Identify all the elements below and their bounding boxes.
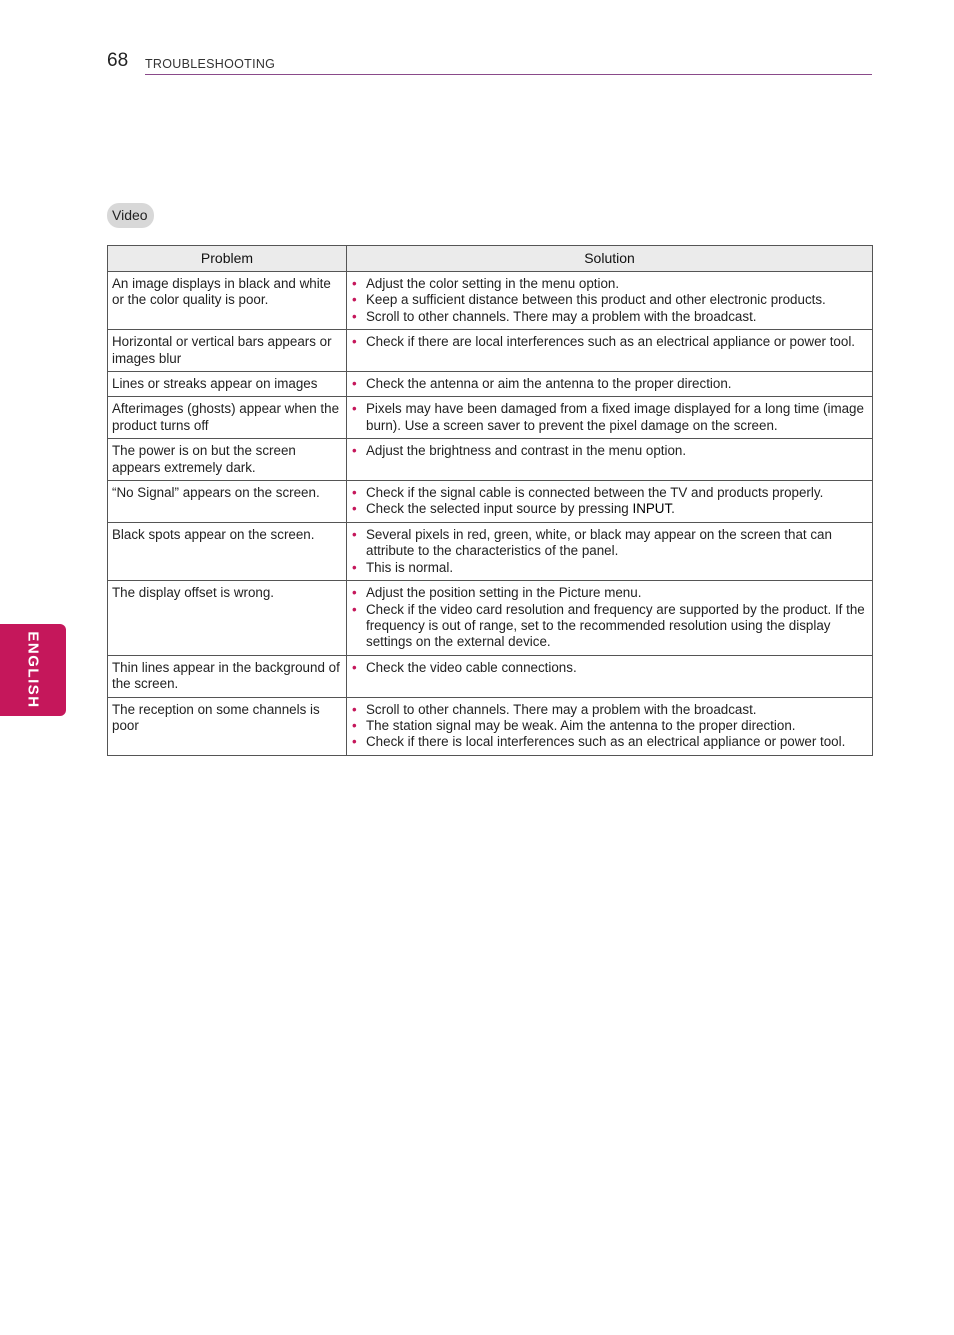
problem-cell: The display offset is wrong. [108,581,347,656]
bullet-icon: • [352,526,357,542]
solution-item [351,276,868,292]
solution-item [351,376,868,392]
language-tab [0,624,66,716]
solution-item [351,660,868,676]
solution-item [351,527,868,560]
bullet-icon: • [352,559,357,575]
solution-cell [347,581,873,656]
bullet-icon: • [352,276,357,291]
solution-list [351,334,868,350]
solution-item [351,292,868,308]
solution-text: Check if there is local interferences such as an electrical appliance or power tool. [366,734,846,750]
troubleshooting-table [107,245,873,756]
solution-text: This is normal. [366,559,454,575]
bullet-icon: • [352,585,357,601]
bullet-icon: • [352,601,357,617]
bullet-icon: • [352,334,357,350]
table-body [108,272,873,756]
table-row [108,397,873,439]
solution-text: Scroll to other channels. There may a problem with the broadcast. [366,308,757,324]
bullet-icon: • [352,701,357,717]
solution-text: Several pixels in red, green, white, or black may appear on the screen that can attribute to the characteristics of the panel. [366,526,832,559]
bullet-icon: • [352,501,357,517]
solution-list [351,443,868,459]
table-row [108,581,873,656]
solution-item [351,602,868,651]
bullet-icon: • [352,659,357,675]
section-title: TROUBLESHOOTING [145,57,276,71]
problem-cell: An image displays in black and white or the color quality is poor. [108,272,347,330]
problem-cell: The reception on some channels is poor [108,697,347,755]
bullet-icon: • [352,308,357,324]
solution-item [351,443,868,459]
solution-item [351,734,868,750]
table-header-row [108,246,873,272]
solution-cell [347,522,873,580]
solution-list [351,401,868,434]
solution-cell [347,655,873,697]
solution-list [351,376,868,392]
page-header [107,50,872,76]
solution-text: Adjust the color setting in the menu option. [366,276,620,291]
solution-text: Check the video cable connections. [366,659,577,675]
bullet-icon: • [352,376,357,392]
section-pill-video: Video [107,203,154,228]
header-divider [145,74,872,75]
table-row [108,330,873,372]
problem-cell: “No Signal” appears on the screen. [108,481,347,523]
solution-text: Pixels may have been damaged from a fixed image displayed for a long time (image burn). Use a screen saver to prevent the pixel damage on the screen. [366,401,864,433]
problem-cell: Black spots appear on the screen. [108,522,347,580]
solution-list [351,276,868,325]
solution-text: The station signal may be weak. Aim the antenna to the proper direction. [366,717,796,733]
solution-item [351,309,868,325]
solution-cell [347,439,873,481]
solution-list [351,485,868,518]
table-row [108,439,873,481]
bullet-icon: • [352,401,357,417]
solution-text: Check the selected input source by pressing [366,501,633,517]
solution-item [351,585,868,601]
solution-text: Adjust the brightness and contrast in the menu option. [366,443,687,459]
bullet-icon: • [352,292,357,308]
solution-column-header: Solution [347,246,873,272]
bullet-icon: • [352,717,357,733]
problem-column-header: Problem [108,246,347,272]
solution-list [351,585,868,651]
solution-list [351,527,868,576]
solution-cell [347,481,873,523]
solution-list [351,702,868,751]
solution-text: Check if the signal cable is connected between the TV and products properly. [366,485,824,501]
solution-item [351,334,868,350]
solution-cell [347,330,873,372]
bullet-icon: • [352,485,357,501]
solution-text: Check the antenna or aim the antenna to the proper direction. [366,376,732,392]
table-row [108,522,873,580]
solution-item [351,485,868,501]
solution-cell [347,697,873,755]
solution-text-suffix: . [671,501,675,517]
solution-text: Check if there are local interferences such as an electrical appliance or power tool. [366,334,856,350]
problem-cell: Afterimages (ghosts) appear when the product turns off [108,397,347,439]
problem-cell: Thin lines appear in the background of the screen. [108,655,347,697]
table-row [108,655,873,697]
table-row [108,481,873,523]
page-number: 68 [107,50,129,71]
solution-text: Keep a sufficient distance between this product and other electronic products. [366,292,826,308]
solution-text: Check if the video card resolution and frequency are supported by the product. If the frequency is out of range, set to the recommended resolution using the display settings on the external device. [366,601,865,650]
problem-cell: The power is on but the screen appears extremely dark. [108,439,347,481]
table-row [108,372,873,397]
language-tab-label: ENGLISH [24,631,42,709]
solution-item [351,560,868,576]
problem-cell: Horizontal or vertical bars appears or images blur [108,330,347,372]
bullet-icon: • [352,443,357,459]
solution-item [351,718,868,734]
solution-item [351,702,868,718]
solution-cell [347,272,873,330]
solution-text: Adjust the position setting in the Picture menu. [366,585,642,601]
table-row [108,272,873,330]
bullet-icon: • [352,734,357,750]
solution-cell [347,372,873,397]
solution-item [351,501,868,517]
problem-cell: Lines or streaks appear on images [108,372,347,397]
solution-item [351,401,868,434]
remote-key-label: INPUT [632,501,672,517]
solution-list [351,660,868,676]
solution-text: Scroll to other channels. There may a problem with the broadcast. [366,701,757,717]
table-row [108,697,873,755]
solution-cell [347,397,873,439]
